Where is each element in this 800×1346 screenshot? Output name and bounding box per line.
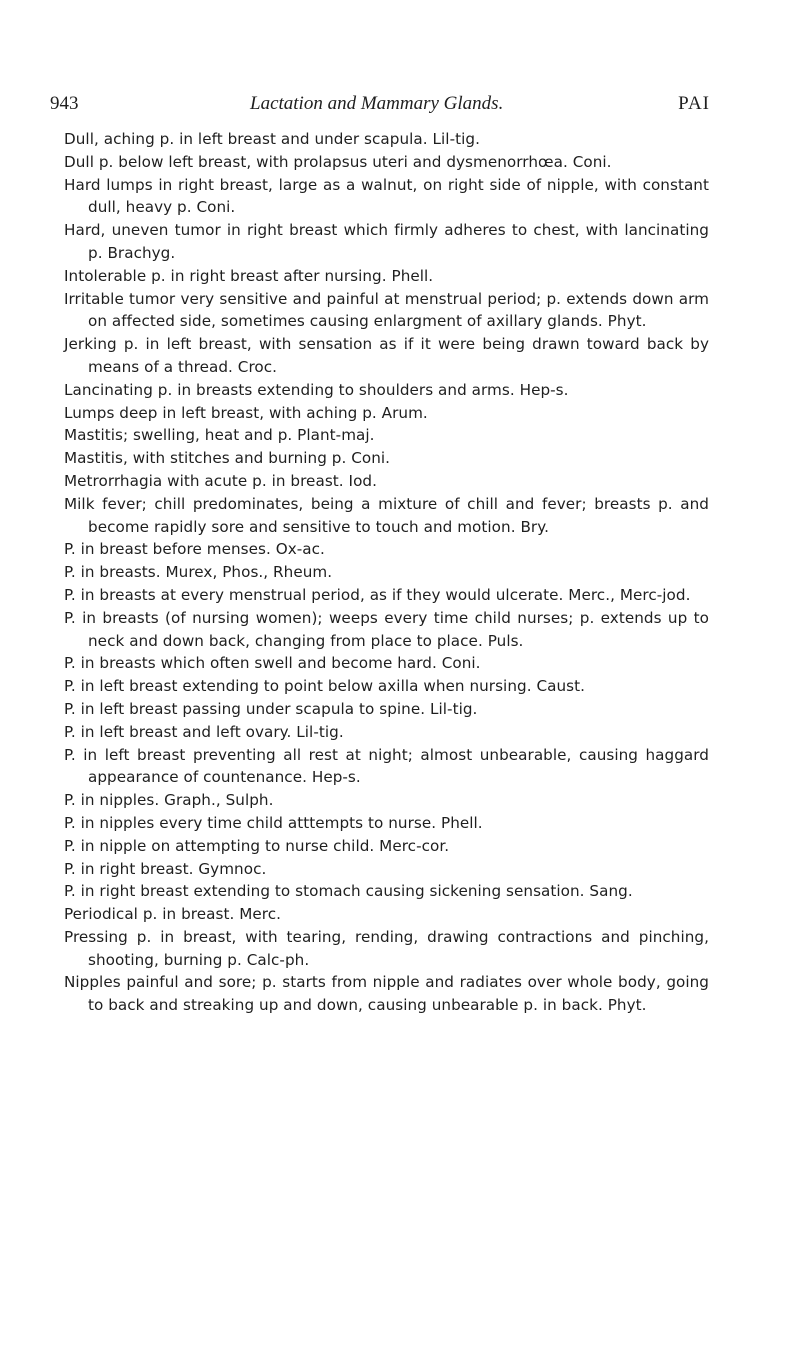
symptom-entry: P. in left breast extending to point below axilla when nursing. Caust. xyxy=(64,677,585,696)
symptom-entry: P. in breasts. Murex, Phos., Rheum. xyxy=(64,563,333,582)
section-code: PAI xyxy=(678,93,710,114)
symptom-entry: Dull p. below left breast, with prolapsus uteri and dysmenorrhœa. Coni. xyxy=(64,152,612,171)
symptom-entry: Milk fever; chill predominates, being a mixture of chill and fever; breasts p. and become rapidly sore and sensitive to touch and motion. Bry. xyxy=(64,494,709,536)
symptom-entry: P. in right breast. Gymnoc. xyxy=(64,859,267,878)
symptom-entry: P. in right breast extending to stomach causing sickening sensation. Sang. xyxy=(64,882,633,901)
symptom-entry: P. in breast before menses. Ox-ac. xyxy=(64,540,325,559)
symptom-entry: P. in left breast passing under scapula to spine. Lil-tig. xyxy=(64,699,478,718)
symptom-entry: P. in left breast and left ovary. Lil-tig. xyxy=(64,722,344,741)
page-header xyxy=(50,89,710,119)
symptom-entry: P. in nipples. Graph., Sulph. xyxy=(64,791,274,810)
symptom-entry: Dull, aching p. in left breast and under scapula. Lil-tig. xyxy=(64,130,480,148)
symptom-entry: Nipples painful and sore; p. starts from nipple and radiates over whole body, going to back and streaking up and down, causing unbearable p. in back. Phyt. xyxy=(64,973,709,1015)
symptom-entry: P. in left breast preventing all rest at night; almost unbearable, causing haggard appearance of countenance. Hep-s. xyxy=(64,745,709,787)
symptom-entry: Intolerable p. in right breast after nursing. Phell. xyxy=(64,266,434,285)
symptom-entry: Mastitis; swelling, heat and p. Plant-maj. xyxy=(64,426,375,445)
symptom-list xyxy=(64,128,709,1017)
symptom-entry: P. in nipples every time child atttempts to nurse. Phell. xyxy=(64,813,483,832)
symptom-entry: Irritable tumor very sensitive and painful at menstrual period; p. extends down arm on affected side, sometimes causing enlargment of axillary glands. Phyt. xyxy=(64,289,709,331)
symptom-entry: P. in breasts which often swell and become hard. Coni. xyxy=(64,654,481,673)
symptom-entry: Hard, uneven tumor in right breast which firmly adheres to chest, with lancinating p. Brachyg. xyxy=(64,221,709,262)
symptom-entry: Jerking p. in left breast, with sensation as if it were being drawn toward back by means of a thread. Croc. xyxy=(64,335,709,376)
symptom-entry: P. in breasts (of nursing women); weeps every time child nurses; p. extends up to neck and down back, changing from place to place. Puls. xyxy=(64,608,709,650)
symptom-entry: Lancinating p. in breasts extending to shoulders and arms. Hep-s. xyxy=(64,380,569,399)
symptom-entry: Hard lumps in right breast, large as a walnut, on right side of nipple, with constant dull, heavy p. Coni. xyxy=(64,175,709,217)
page-number: 943 xyxy=(50,93,79,114)
symptom-entry: Lumps deep in left breast, with aching p. Arum. xyxy=(64,403,428,422)
symptom-entry: Periodical p. in breast. Merc. xyxy=(64,905,282,924)
symptom-entry: P. in nipple on attempting to nurse child. Merc-cor. xyxy=(64,836,450,855)
symptom-entry: Pressing p. in breast, with tearing, rending, drawing contractions and pinching, shooting, burning p. Calc-ph. xyxy=(64,927,709,969)
symptom-entry: P. in breasts at every menstrual period, as if they would ulcerate. Merc., Merc-jod. xyxy=(64,585,691,604)
symptom-entry: Metrorrhagia with acute p. in breast. Iod. xyxy=(64,471,377,490)
symptom-entry: Mastitis, with stitches and burning p. Coni. xyxy=(64,449,391,468)
running-title: Lactation and Mammary Glands. xyxy=(250,93,504,114)
